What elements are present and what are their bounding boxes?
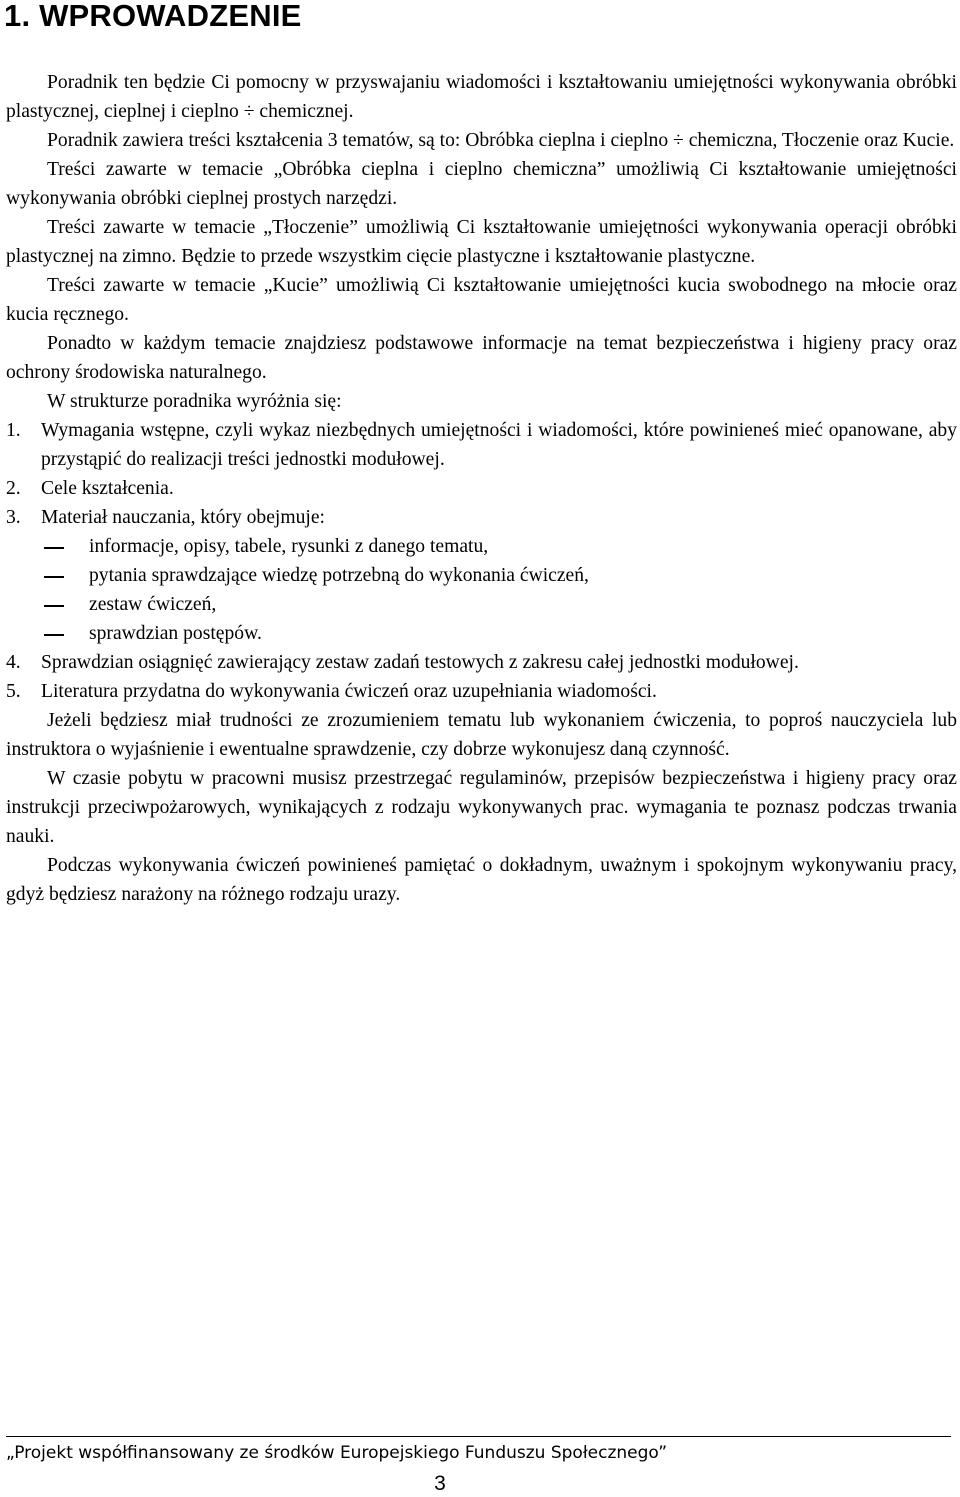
- difficulties-paragraph: Jeżeli będziesz miał trudności ze zrozumieniem tematu lub wykonaniem ćwiczenia, to poproś nauczyciela lub instruktora o wyjaśnienie i ewentualne sprawdzenie, czy dobrze wykonujesz daną czynność.: [6, 710, 957, 760]
- footer-funding-note: „Projekt współfinansowany ze środków Europejskiego Funduszu Społecznego”: [6, 1443, 668, 1463]
- sublist-item: [41, 619, 957, 648]
- sublist-item: [41, 532, 957, 561]
- material-sublist: [41, 532, 957, 648]
- footer-divider: [6, 1436, 951, 1437]
- safety-paragraph: Ponadto w każdym temacie znajdziesz podstawowe informacje na temat bezpieczeństwa i higieny pracy oraz ochrony środowiska naturalnego.: [6, 333, 957, 383]
- sublist-item: [41, 590, 957, 619]
- list-item: [6, 677, 957, 706]
- list-item-text: Literatura przydatna do wykonywania ćwiczeń oraz uzupełniania wiadomości.: [41, 681, 657, 702]
- list-item: [6, 503, 957, 648]
- list-number: 5.: [6, 681, 21, 702]
- sublist-item: [41, 561, 957, 590]
- list-item-text: Wymagania wstępne, czyli wykaz niezbędnych umiejętności i wiadomości, które powinieneś mieć opanowane, aby przystąpić do realizacji treści jednostki modułowej.: [41, 420, 957, 470]
- intro-paragraph: Poradnik ten będzie Ci pomocny w przyswajaniu wiadomości i kształtowaniu umiejętności wykonywania obróbki plastycznej, cieplnej i cieplno ÷ chemicznej.: [6, 72, 957, 122]
- sublist-item-text: sprawdzian postępów.: [89, 623, 262, 644]
- list-number: 2.: [6, 478, 21, 499]
- list-item-text: Cele kształcenia.: [41, 478, 174, 499]
- sublist-item-text: zestaw ćwiczeń,: [89, 594, 217, 615]
- pressing-paragraph: Treści zawarte w temacie „Tłoczenie” umożliwią Ci kształtowanie umiejętności wykonywania operacji obróbki plastycznej na zimno. Będzie to przede wszystkim cięcie plastyczne i kształtowanie plastyczne.: [6, 217, 957, 267]
- list-number: 4.: [6, 652, 21, 673]
- document-body: [6, 68, 957, 909]
- forging-paragraph: Treści zawarte w temacie „Kucie” umożliwią Ci kształtowanie umiejętności kucia swobodnego na młocie oraz kucia ręcznego.: [6, 275, 957, 325]
- sublist-item-text: pytania sprawdzające wiedzę potrzebną do wykonania ćwiczeń,: [89, 565, 589, 586]
- structure-list: [6, 416, 957, 706]
- structure-intro: W strukturze poradnika wyróżnia się:: [47, 391, 342, 412]
- topics-paragraph: Poradnik zawiera treści kształcenia 3 tematów, są to: Obróbka cieplna i cieplno ÷ chemiczna, Tłoczenie oraz Kucie.: [47, 130, 955, 151]
- list-item: [6, 416, 957, 474]
- sublist-item-text: informacje, opisy, tabele, rysunki z danego tematu,: [89, 536, 489, 557]
- careful-work-paragraph: Podczas wykonywania ćwiczeń powinieneś pamiętać o dokładnym, uważnym i spokojnym wykonywaniu pracy, gdyż będziesz narażony na różnego rodzaju urazy.: [6, 855, 957, 905]
- page-number: 3: [434, 1472, 446, 1495]
- list-item: [6, 474, 957, 503]
- heat-treatment-paragraph: Treści zawarte w temacie „Obróbka cieplna i cieplno chemiczna” umożliwią Ci kształtowanie umiejętności wykonywania obróbki cieplnej prostych narzędzi.: [6, 159, 957, 209]
- list-item-text: Sprawdzian osiągnięć zawierający zestaw zadań testowych z zakresu całej jednostki modułowej.: [41, 652, 799, 673]
- list-number: 1.: [6, 420, 21, 441]
- list-item: [6, 648, 957, 677]
- page-heading: 1. WPROWADZENIE: [4, 0, 302, 33]
- workshop-rules-paragraph: W czasie pobytu w pracowni musisz przestrzegać regulaminów, przepisów bezpieczeństwa i higieny pracy oraz instrukcji przeciwpożarowych, wynikających z rodzaju wykonywanych prac. wymagania te poznasz podczas trwania nauki.: [6, 768, 957, 847]
- list-item-text: Materiał nauczania, który obejmuje:: [41, 507, 325, 528]
- list-number: 3.: [6, 507, 21, 528]
